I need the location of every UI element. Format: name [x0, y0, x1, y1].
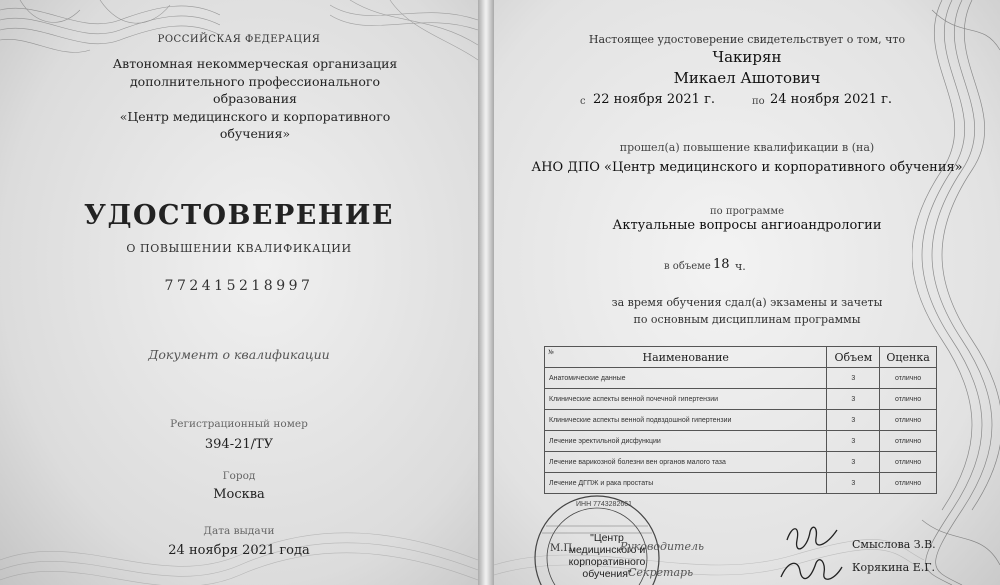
discipline-hours: 3	[827, 431, 880, 452]
left-page	[0, 0, 478, 585]
head-role: Руководитель	[620, 540, 704, 553]
period-to-date: 24 ноября 2021 г.	[770, 92, 893, 107]
org-line: образования	[213, 91, 297, 106]
stamp-mp: М.П.	[550, 543, 576, 554]
disciplines-table	[544, 346, 937, 494]
table-row	[545, 431, 937, 452]
table-row	[545, 368, 937, 389]
reg-number-label: Регистрационный номер	[170, 418, 308, 430]
org-line: «Центр медицинского и корпоративного	[119, 108, 391, 124]
discipline-hours: 3	[827, 452, 880, 473]
qualification-statement: прошел(а) повышение квалификации в (на)	[619, 141, 875, 154]
reg-number-value: 394-21/ТУ	[204, 437, 274, 452]
org-line: дополнительного профессионального	[129, 73, 380, 89]
volume-unit: ч.	[735, 260, 746, 273]
document-type: Документ о квалификации	[148, 347, 330, 362]
issue-date-value: 24 ноября 2021 года	[168, 543, 310, 558]
period-from-date: 22 ноября 2021 г.	[593, 92, 716, 107]
discipline-name: Анатомические данные	[545, 368, 827, 389]
org-line: обучения»	[219, 126, 291, 141]
secretary-signature-icon	[776, 553, 846, 585]
city-value: Москва	[213, 487, 265, 502]
discipline-grade: отлично	[880, 452, 937, 473]
city-label: Город	[222, 470, 256, 482]
discipline-hours: 3	[827, 410, 880, 431]
header-grade: Оценка	[880, 347, 937, 368]
stamp-line: корпоративного	[568, 556, 646, 568]
discipline-hours: 3	[827, 473, 880, 494]
issuer-organization	[90, 55, 420, 143]
head-name: Смыслова З.В.	[852, 538, 936, 551]
discipline-hours: 3	[827, 368, 880, 389]
header-name-text: Наименование	[642, 350, 729, 364]
secretary-name: Корякина Е.Г.	[852, 561, 936, 574]
discipline-name: Лечение эректильной дисфункции	[545, 431, 827, 452]
training-organization: АНО ДПО «Центр медицинского и корпоративного обучения»	[531, 160, 963, 175]
holder-given-names: Микаел Ашотович	[673, 69, 821, 87]
table-row	[545, 452, 937, 473]
discipline-grade: отлично	[880, 431, 937, 452]
certification-intro: Настоящее удостоверение свидетельствует о том, что	[588, 33, 906, 46]
country-heading: РОССИЙСКАЯ ФЕДЕРАЦИЯ	[157, 34, 321, 45]
discipline-grade: отлично	[880, 389, 937, 410]
discipline-grade: отлично	[880, 410, 937, 431]
discipline-grade: отлично	[880, 368, 937, 389]
stamp-inn: ИНН 7743282661	[576, 501, 633, 508]
exams-statement-line1: за время обучения сдал(а) экзамены и зачеты	[611, 296, 883, 309]
guilloche-ornament-right-border	[912, 0, 1000, 585]
right-page	[494, 0, 1000, 585]
stamp-line: обучения"	[582, 568, 632, 580]
serial-number: 772415218997	[164, 278, 314, 294]
org-line: Автономная некоммерческая организация	[112, 56, 398, 71]
header-num: №	[548, 349, 554, 356]
program-name: Актуальные вопросы ангиоандрологии	[612, 218, 882, 233]
discipline-name: Клинические аспекты венной подвздошной гипертензии	[545, 410, 827, 431]
exams-statement-line2: по основным дисциплинам программы	[633, 313, 861, 326]
period-from-prefix: с	[580, 96, 586, 107]
holder-surname: Чакирян	[712, 48, 782, 66]
document-subtitle: О ПОВЫШЕНИИ КВАЛИФИКАЦИИ	[126, 242, 352, 255]
discipline-name: Лечение ДГПЖ и рака простаты	[545, 473, 827, 494]
discipline-name: Клинические аспекты венной почечной гипертензии	[545, 389, 827, 410]
discipline-name: Лечение варикозной болезни вен органов малого таза	[545, 452, 827, 473]
table-row	[545, 410, 937, 431]
program-label: по программе	[709, 206, 785, 217]
head-signature-icon	[782, 520, 842, 556]
period-to-prefix: по	[752, 96, 765, 107]
discipline-grade: отлично	[880, 473, 937, 494]
volume-label: в объеме	[664, 261, 711, 272]
document-title: УДОСТОВЕРЕНИЕ	[84, 200, 394, 231]
issue-date-label: Дата выдачи	[203, 525, 275, 537]
table-header-row	[545, 347, 937, 368]
stamp-line: медицинского и	[568, 544, 646, 556]
header-name	[545, 347, 827, 368]
table-row	[545, 389, 937, 410]
stamp-line: "Центр	[590, 532, 624, 544]
discipline-hours: 3	[827, 389, 880, 410]
volume-value: 18	[713, 257, 730, 272]
book-spine	[478, 0, 494, 585]
secretary-role: Секретарь	[628, 566, 694, 579]
header-hours: Объем	[827, 347, 880, 368]
